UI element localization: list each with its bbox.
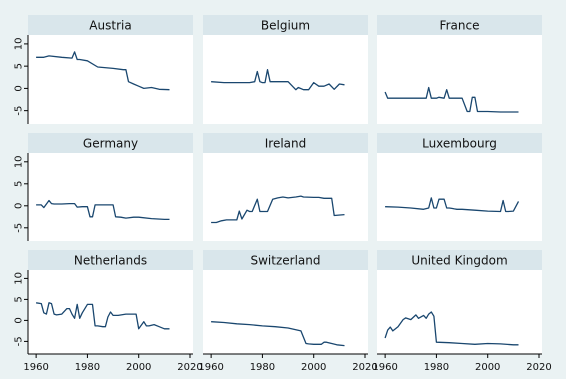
y-tick-label: 0 [13, 202, 25, 209]
x-tick-label: 1960 [372, 362, 398, 373]
y-tick-label: 5 [13, 62, 25, 70]
panel-austria [14, 15, 194, 124]
plot-area [28, 35, 193, 124]
x-tick-label: 2000 [474, 362, 501, 373]
y-tick-label: 0 [13, 317, 25, 324]
panel-title: Austria [89, 18, 132, 33]
panel-title: Ireland [264, 136, 307, 151]
y-tick-label: 10 [13, 272, 25, 285]
plot-area [377, 270, 542, 354]
x-tick-label: 1980 [249, 362, 276, 373]
panel-germany [14, 133, 194, 241]
panel-switzerland [198, 250, 377, 373]
x-tick-label: 1980 [74, 362, 101, 373]
panel-title: Luxembourg [422, 136, 497, 151]
y-tick-label: 5 [13, 296, 25, 303]
panel-united-kingdom [372, 250, 551, 373]
panel-title: Germany [82, 136, 139, 151]
plot-area [377, 153, 542, 241]
x-tick-label: 2000 [300, 362, 327, 373]
plot-area [203, 35, 368, 124]
plot-area [377, 35, 542, 124]
x-tick-label: 2020 [177, 362, 203, 373]
plot-area [28, 153, 193, 241]
panel-belgium [203, 15, 368, 124]
panel-title: Belgium [260, 18, 311, 33]
x-tick-label: 1960 [198, 362, 224, 373]
panel-title: United Kingdom [411, 253, 508, 268]
panel-title: Netherlands [73, 253, 148, 268]
y-tick-label: 10 [13, 37, 25, 51]
x-tick-label: 2000 [125, 362, 152, 373]
panel-ireland [203, 133, 368, 241]
x-tick-label: 1960 [23, 362, 49, 373]
y-tick-label: 0 [13, 85, 25, 92]
x-tick-label: 2020 [352, 362, 378, 373]
panel-netherlands [14, 250, 203, 373]
y-tick-label: -5 [13, 222, 25, 233]
plot-area [203, 270, 368, 354]
y-tick-label: 10 [13, 155, 25, 169]
panel-luxembourg [377, 133, 542, 241]
panel-france [377, 15, 542, 124]
panel-title: France [439, 18, 480, 33]
y-tick-label: -5 [13, 336, 25, 347]
panel-title: Switzerland [250, 253, 321, 268]
x-tick-label: 1980 [423, 362, 450, 373]
y-tick-label: 5 [13, 180, 25, 187]
y-tick-label: -5 [13, 105, 25, 116]
x-tick-label: 2020 [526, 362, 552, 373]
